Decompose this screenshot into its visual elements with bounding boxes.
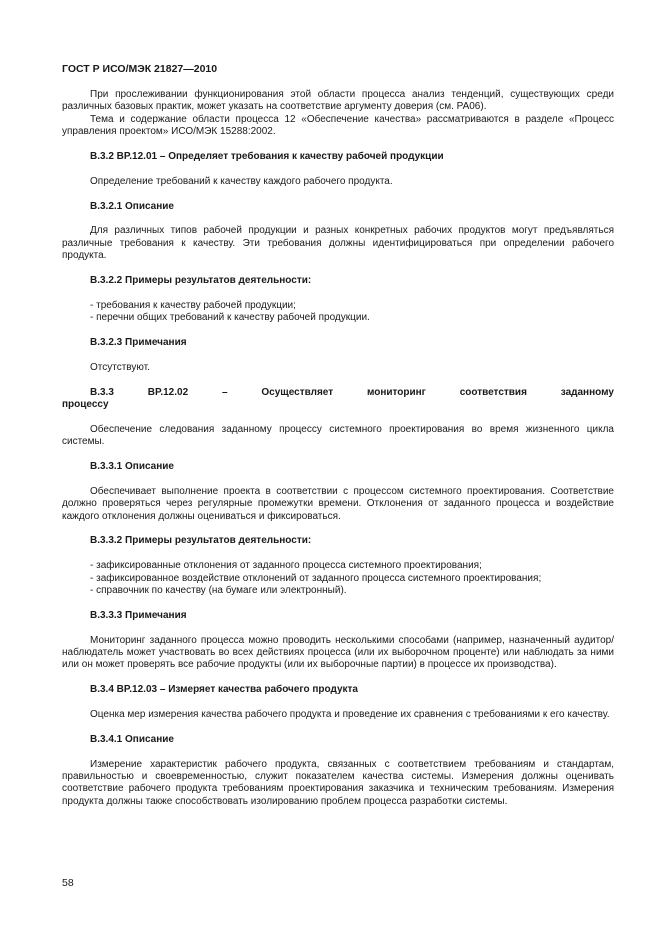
section-b-3-3-2-heading: B.3.3.2 Примеры результатов деятельности: [90, 535, 312, 547]
heading-word: B.3.3 [90, 386, 114, 398]
heading-word: соответствия [459, 386, 527, 398]
list-item: - справочник по качеству (на бумаге или электронный). [90, 585, 347, 597]
section-b-3-4-1-heading: B.3.4.1 Описание [90, 733, 174, 745]
list-item: - зафиксированное воздействие отклонений от заданного процесса системного проектирования; [90, 572, 542, 584]
page-number: 58 [62, 877, 74, 889]
section-b-3-2-text: Определение требований к качеству каждого рабочего продукта. [90, 175, 393, 187]
document-page [62, 62, 614, 808]
section-b-3-4-text: Оценка мер измерения качества рабочего продукта и проведение их сравнения с требованиями к его качеству. [90, 709, 610, 721]
section-b-3-3-heading [62, 387, 614, 399]
section-b-3-2-3-text: Отсутствуют. [90, 361, 150, 373]
section-b-3-2-1-heading: B.3.2.1 Описание [90, 200, 174, 212]
heading-word: BP.12.02 [147, 386, 189, 398]
list-item: - требования к качеству рабочей продукции; [90, 299, 296, 311]
heading-word: – [221, 386, 228, 398]
section-b-3-2-heading: B.3.2 BP.12.01 – Определяет требования к качеству рабочей продукции [90, 151, 444, 163]
section-b-3-4-1-text: Измерение характеристик рабочего продукта, связанных с соответствием требованиям и стандартам, правильностью и своевременностью, служит показателем качества системы. Измерения должны оценивать соответствие рабочего продукта требованиям проектирования заказчика и техническим требованиям. Измерения продукта должны также способствовать изолированию проблем процесса разработки системы. [62, 758, 614, 807]
heading-word: мониторинг [366, 386, 426, 398]
heading-word: Осуществляет [261, 386, 334, 398]
section-b-3-3-1-heading: B.3.3.1 Описание [90, 461, 174, 473]
document-header: ГОСТ Р ИСО/МЭК 21827—2010 [62, 63, 218, 75]
section-b-3-2-3-heading: B.3.2.3 Примечания [90, 337, 187, 349]
list-item: - перечни общих требований к качеству рабочей продукции. [90, 312, 370, 324]
intro-paragraph-2: Тема и содержание области процесса 12 «Обеспечение качества» рассматриваются в разделе «Процесс управления проектом» ИСО/МЭК 15288:2002. [62, 113, 614, 138]
section-b-3-4-heading: B.3.4 BP.12.03 – Измеряет качества рабочего продукта [90, 684, 358, 696]
intro-paragraph-1: При прослеживании функционирования этой области процесса анализ тенденций, существующих среди различных базовых практик, может указать на соответствие аргументу доверия (см. PA06). [62, 89, 614, 113]
section-b-3-3-heading-tail: процессу [62, 399, 109, 411]
section-b-3-3-3-text: Мониторинг заданного процесса можно проводить несколькими способами (например, назначенный аудитор/наблюдатель может участвовать во всех действиях процесса (или их выборочном проценте) или наблюдать за ними или он может проверять все рабочие продукты (или их выборочные партии) в процессе их производства). [62, 634, 614, 671]
list-item: - зафиксированные отклонения от заданного процесса системного проектирования; [90, 560, 482, 572]
section-b-3-2-1-text: Для различных типов рабочей продукции и разных конкретных рабочих продуктов могут предъявляться различные требования к качеству. Эти требования должны идентифицироваться при определении рабочего продукта. [62, 225, 614, 262]
heading-word: заданному [560, 386, 614, 398]
section-b-3-2-2-heading: B.3.2.2 Примеры результатов деятельности: [90, 275, 312, 287]
section-b-3-3-text: Обеспечение следования заданному процессу системного проектирования во время жизненного цикла системы. [62, 423, 614, 448]
section-b-3-3-3-heading: B.3.3.3 Примечания [90, 609, 187, 621]
section-b-3-3-2-list [62, 560, 614, 597]
section-b-3-3-1-text: Обеспечивает выполнение проекта в соответствии с процессом системного проектирования. Соответствие должно проверяться через регулярные промежутки времени. Отклонения от заданного процесса и воздействие каждого отклонения должны оцениваться и фиксироваться. [62, 485, 614, 522]
section-b-3-2-2-list [62, 300, 614, 325]
